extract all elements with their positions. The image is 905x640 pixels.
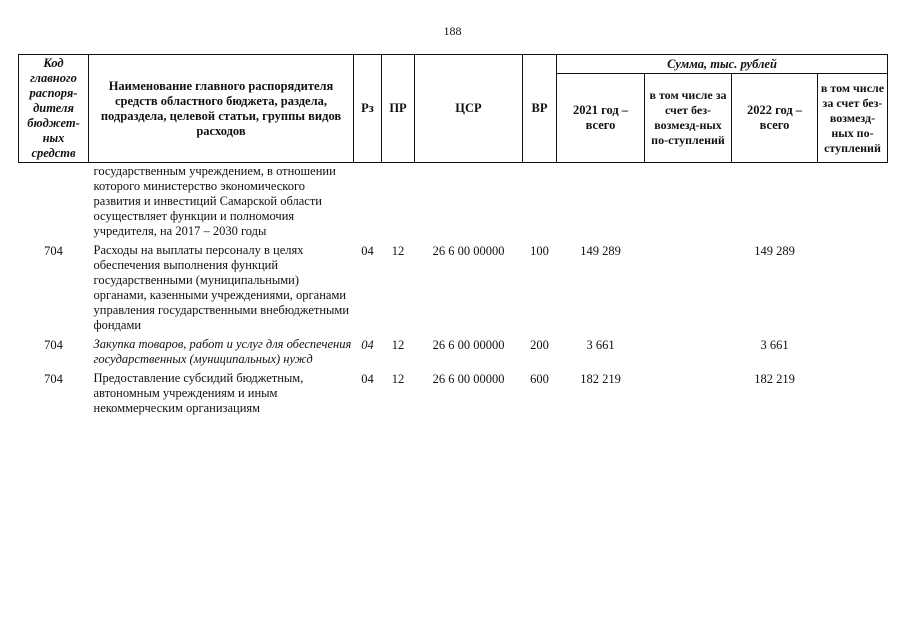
row-rz (354, 163, 382, 240)
row-code: 704 (44, 244, 63, 258)
row-code (19, 163, 89, 240)
budget-table (18, 54, 888, 416)
row-name: Расходы на выплаты персоналу в целях обеспечения выполнения функций государственными (муниципальными) органами, казенными учреждениями, органами управления государственными внебюджетными фондами (93, 243, 350, 332)
row-sum-2021 (557, 163, 645, 240)
row-code: 704 (44, 338, 63, 352)
row-pr: 12 (391, 338, 405, 352)
table-row (19, 367, 888, 416)
row-vr: 600 (530, 372, 549, 386)
row-code: 704 (44, 372, 63, 386)
row-rz: 04 (361, 338, 374, 352)
row-sum-2021: 3 661 (586, 338, 615, 352)
row-sum-2022: 3 661 (760, 338, 789, 352)
row-sum-2022: 182 219 (754, 372, 795, 386)
header-rz: Рз (354, 55, 382, 163)
row-sum-2021-free (645, 239, 732, 333)
header-2021-total: 2021 год – всего (557, 74, 645, 163)
row-vr: 200 (530, 338, 549, 352)
row-sum-2022-free (818, 163, 888, 240)
row-sum-2021: 182 219 (580, 372, 621, 386)
row-csr (415, 163, 523, 240)
table-body (19, 163, 888, 417)
row-sum-2021-free (645, 367, 732, 416)
row-vr: 100 (530, 244, 549, 258)
header-sum: Сумма, тыс. рублей (557, 55, 888, 74)
header-name: Наименование главного распорядителя средств областного бюджета, раздела, подраздела, целевой статьи, группы видов расходов (89, 55, 354, 163)
header-2021-free: в том числе за счет без-возмезд-ных по-ступлений (645, 74, 732, 163)
header-pr: ПР (382, 55, 415, 163)
row-sum-2022: 149 289 (754, 244, 795, 258)
table-row (19, 163, 888, 240)
row-rz: 04 (361, 244, 374, 258)
row-sum-2022 (732, 163, 818, 240)
row-csr: 26 6 00 00000 (432, 372, 505, 386)
row-name: Закупка товаров, работ и услуг для обеспечения государственных (муниципальных) нужд (93, 337, 352, 366)
header-2022-total: 2022 год – всего (732, 74, 818, 163)
table-row (19, 333, 888, 367)
row-sum-2021: 149 289 (580, 244, 621, 258)
row-csr: 26 6 00 00000 (432, 244, 505, 258)
row-name: государственным учреждением, в отношении которого министерство экономического развития и инвестиций Самарской области осуществляет функции и полномочия учредителя, на 2017 – 2030 годы (93, 164, 336, 238)
header-2022-free: в том числе за счет без-возмезд-ных по-ступлений (818, 74, 888, 163)
row-rz: 04 (361, 372, 374, 386)
table-row (19, 239, 888, 333)
row-pr: 12 (391, 372, 405, 386)
page-number: 188 (443, 24, 462, 38)
header-vr: ВР (523, 55, 557, 163)
table-header (19, 55, 888, 163)
header-csr: ЦСР (415, 55, 523, 163)
row-vr (523, 163, 557, 240)
row-sum-2021-free (645, 333, 732, 367)
row-sum-2022-free (818, 239, 888, 333)
header-code: Код главного распоря-дителя бюджет-ных средств (19, 55, 89, 163)
row-csr: 26 6 00 00000 (432, 338, 505, 352)
row-pr (382, 163, 415, 240)
row-pr: 12 (391, 244, 405, 258)
row-sum-2022-free (818, 333, 888, 367)
row-sum-2021-free (645, 163, 732, 240)
row-sum-2022-free (818, 367, 888, 416)
row-name: Предоставление субсидий бюджетным, автономным учреждениям и иным некоммерческим организациям (93, 371, 304, 415)
